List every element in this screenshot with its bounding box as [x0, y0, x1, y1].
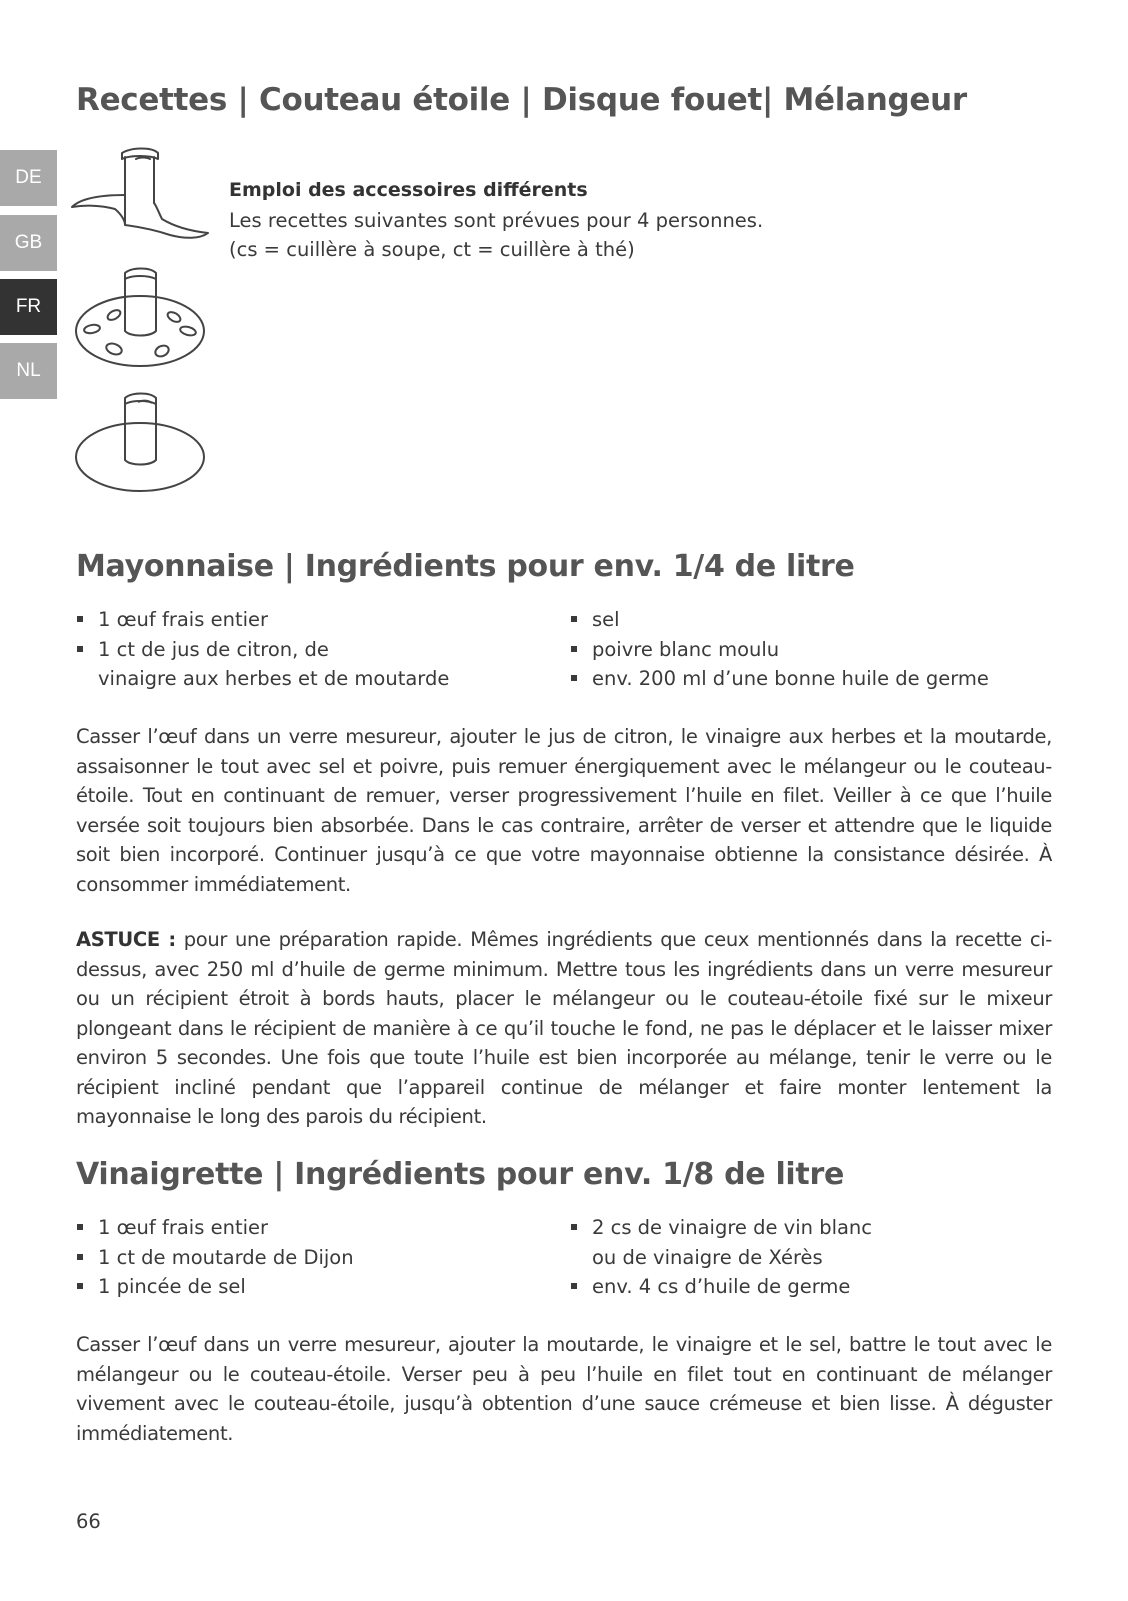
- tip-label: ASTUCE :: [76, 928, 176, 951]
- lang-tab-fr[interactable]: FR: [0, 279, 57, 335]
- list-item: 2 cs de vinaigre de vin blanc ou de vinaigre de Xérès: [570, 1213, 872, 1272]
- list-item: 1 ct de moutarde de Dijon: [76, 1243, 354, 1273]
- list-item: 1 œuf frais entier: [76, 1213, 354, 1243]
- blender-disc-icon: [70, 388, 210, 498]
- list-item: sel: [570, 605, 989, 635]
- vinaigrette-ingredients-right: [570, 1213, 872, 1302]
- mayonnaise-title: Mayonnaise | Ingrédients pour env. 1/4 de litre: [76, 549, 855, 584]
- star-knife-icon: [70, 145, 210, 245]
- mayonnaise-ingredients-right: [570, 605, 989, 694]
- list-item: poivre blanc moulu: [570, 635, 989, 665]
- vinaigrette-instructions: Casser l’œuf dans un verre mesureur, ajouter la moutarde, le vinaigre et le sel, battre le tout avec le mélangeur ou le couteau-étoile. Verser peu à peu l’huile en filet tout en continuant de mélanger vivement avec le couteau-étoile, jusqu’à obtention d’une sauce crémeuse et bien lisse. À déguster immédiatement.: [76, 1333, 1052, 1445]
- list-item: 1 ct de jus de citron, de vinaigre aux herbes et de moutarde: [76, 635, 449, 694]
- intro-line: Les recettes suivantes sont prévues pour 4 personnes.: [229, 208, 764, 232]
- page-title: Recettes | Couteau étoile | Disque fouet| Mélangeur: [76, 82, 967, 118]
- list-item: env. 4 cs d’huile de germe: [570, 1272, 872, 1302]
- mayonnaise-tip: [76, 925, 1052, 1132]
- page-number: 66: [76, 1510, 101, 1533]
- list-item: env. 200 ml d’une bonne huile de germe: [570, 664, 989, 694]
- mayonnaise-ingredients-left: [76, 605, 449, 694]
- intro-block: [229, 176, 763, 265]
- lang-tab-nl[interactable]: NL: [0, 343, 57, 399]
- lang-tab-gb[interactable]: GB: [0, 215, 57, 271]
- whisk-disc-icon: [70, 265, 210, 375]
- intro-heading: Emploi des accessoires différents: [229, 179, 588, 201]
- vinaigrette-title: Vinaigrette | Ingrédients pour env. 1/8 de litre: [76, 1157, 844, 1192]
- list-item: 1 pincée de sel: [76, 1272, 354, 1302]
- intro-line: (cs = cuillère à soupe, ct = cuillère à thé): [229, 238, 635, 261]
- mayonnaise-instructions: Casser l’œuf dans un verre mesureur, ajouter le jus de citron, le vinaigre aux herbes et la moutarde, assaisonner le tout avec sel et poivre, puis remuer énergiquement avec le mélangeur ou le couteau-étoile. Tout en continuant de remuer, verser progressivement l’huile en filet. Veiller à ce que l’huile versée soit toujours bien absorbée. Dans le cas contraire, arrêter de verser et attendre que le liquide soit bien incorporé. Continuer jusqu’à ce que votre mayonnaise obtienne la consistance désirée. À consommer immédiatement.: [76, 725, 1052, 896]
- lang-tab-de[interactable]: DE: [0, 150, 57, 206]
- vinaigrette-ingredients-left: [76, 1213, 354, 1302]
- list-item: 1 œuf frais entier: [76, 605, 449, 635]
- tip-text: pour une préparation rapide. Mêmes ingrédients que ceux mentionnés dans la recette ci-dessus, avec 250 ml d’huile de germe minimum. Mettre tous les ingrédients dans un verre mesureur ou un récipient étroit à bords hauts, placer le mélangeur ou le couteau-étoile fixé sur le mixeur plongeant dans le récipient de manière à ce qu’il touche le fond, ne pas le déplacer et le laisser mixer environ 5 secondes. Une fois que toute l’huile est bien incorporée au mélange, tenir le verre ou le récipient incliné pendant que l’appareil continue de mélanger et faire monter lentement la mayonnaise le long des parois du récipient.: [76, 928, 1052, 1128]
